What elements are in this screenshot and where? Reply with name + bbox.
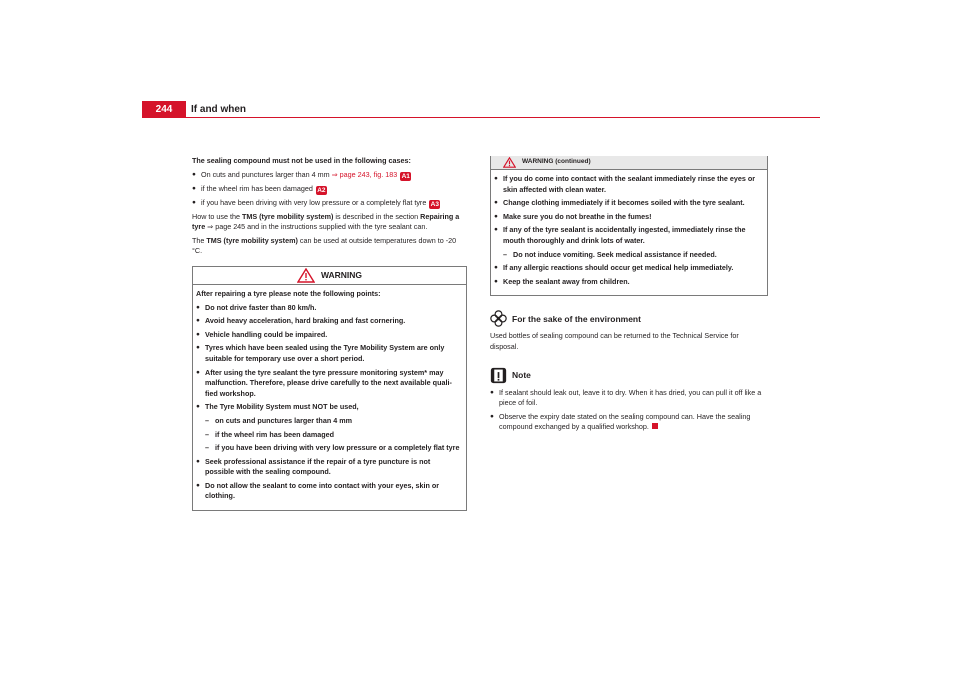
warning-box: [192, 266, 467, 511]
warning-title: WARNING: [320, 270, 363, 281]
marker-a1: A1: [401, 172, 410, 180]
warning-triangle-icon: [503, 157, 516, 168]
warning-subitem: – Do not induce vomiting. Seek medical assistance if needed.: [503, 250, 762, 261]
note-item-text: Observe the expiry date stated on the sealing compound can. Have the sealing compound exchanged by a qualified workshop.: [499, 411, 751, 432]
warning-header: [193, 267, 466, 285]
note-item: [490, 412, 768, 433]
warning-item: ● Change clothing immediately if it becomes soiled with the tyre sealant.: [494, 198, 762, 209]
warning-item: ● If you do come into contact with the sealant immediately rinse the eyes or skin affected with clean water.: [494, 174, 762, 195]
warning-intro: After repairing a tyre please note the following points:: [196, 288, 381, 298]
right-column: [490, 156, 768, 436]
note-title: Note: [512, 369, 531, 380]
page-title: If and when: [191, 104, 246, 115]
warning-item: ● Keep the sealant away from children.: [494, 277, 762, 288]
warning-item: ● Vehicle handling could be impaired.: [196, 330, 461, 341]
warning-item: ● After using the tyre sealant the tyre pressure monitoring system* may malfunction. Therefore, please drive carefully to the next available quali-fied workshop.: [196, 368, 461, 400]
howto-paragraph: [192, 212, 467, 233]
case-text: On cuts and punctures larger than 4 mm: [201, 169, 332, 179]
header-rule: [186, 117, 820, 118]
temp-bold: TMS (tyre mobility system): [206, 235, 298, 245]
warning-item: ● The Tyre Mobility System must NOT be used,: [196, 402, 461, 413]
warning-subitem: – if the wheel rim has been damaged: [205, 430, 461, 441]
warning-item: ● Do not allow the sealant to come into contact with your eyes, skin or clothing.: [196, 481, 461, 502]
case-text: if the wheel rim has been damaged: [201, 183, 313, 193]
environment-text: Used bottles of sealing compound can be returned to the Technical Service for disposal.: [490, 331, 739, 351]
warning-continued-header: [491, 156, 767, 170]
warning-subitem: – on cuts and punctures larger than 4 mm: [205, 416, 461, 427]
environment-flower-icon: [490, 310, 507, 327]
end-of-section-icon: [652, 423, 658, 429]
temp-text-1: The: [192, 235, 207, 245]
warning-item: ● Seek professional assistance if the repair of a tyre puncture is not possible with the sealing compound.: [196, 457, 461, 478]
note-item: ● If sealant should leak out, leave it to dry. When it has dried, you can pull it off like a piece of foil.: [490, 388, 768, 409]
warning-item: ● Make sure you do not breathe in the fumes!: [494, 212, 762, 223]
warning-triangle-icon: [297, 268, 315, 283]
case-link[interactable]: ⇒ page 243, fig. 183: [331, 169, 398, 179]
case-text: if you have been driving with very low pressure or a completely flat tyre: [201, 197, 427, 207]
temp-text-2: can be used at outside temperatures down to -20 °C.: [192, 235, 457, 256]
environment-heading: [490, 310, 768, 327]
case-item: [192, 170, 467, 181]
marker-a3: A3: [430, 200, 439, 208]
howto-text-1: How to use the: [192, 211, 242, 221]
environment-title: For the sake of the environment: [512, 313, 641, 324]
warning-item: ● If any allergic reactions should occur get medical help immediately.: [494, 263, 762, 274]
warning-item: ● Do not drive faster than 80 km/h.: [196, 303, 461, 314]
warning-item: ● Avoid heavy acceleration, hard braking and fast cornering.: [196, 316, 461, 327]
warning-continued-box: [490, 156, 768, 296]
note-icon: [490, 367, 507, 384]
howto-bold-2[interactable]: Repairing a tyre: [192, 211, 460, 232]
marker-a2: A2: [317, 186, 326, 194]
warning-item: ● Tyres which have been sealed using the Tyre Mobility System are only suitable for temporary use over a short period.: [196, 343, 461, 364]
warning-item: ● If any of the tyre sealant is accidentally ingested, immediately rinse the mouth thoroughly and drink lots of water.: [494, 225, 762, 246]
case-item: [192, 198, 467, 209]
howto-text-3: ⇒ page 245 and in the instructions supplied with the tyre sealant can.: [205, 222, 428, 232]
intro-heading: The sealing compound must not be used in the following cases:: [192, 156, 411, 165]
warning-subitem: – if you have been driving with very low pressure or a completely flat tyre: [205, 443, 461, 454]
page-number: 244: [142, 101, 186, 118]
left-column: [192, 156, 467, 511]
howto-bold-1: TMS (tyre mobility system): [241, 211, 334, 221]
temp-paragraph: [192, 236, 467, 257]
case-item: [192, 184, 467, 195]
warning-continued-title: WARNING (continued): [522, 158, 591, 166]
note-heading: [490, 367, 768, 384]
howto-text-2: is described in the section: [333, 211, 421, 221]
